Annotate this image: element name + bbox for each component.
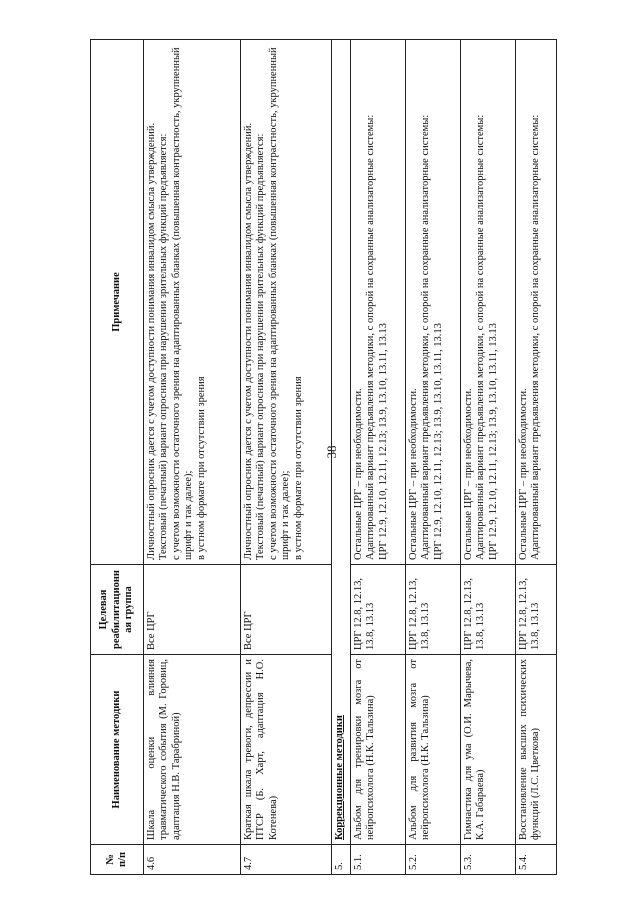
page-number: 38 [324, 445, 339, 459]
row-group: ЦРГ 12.8, 12.13, 13.8, 13.13 [406, 565, 461, 655]
table-row [461, 40, 516, 875]
note-line: Адаптированный вариант предъявления методики, с опорой на сохранные анализаторные системы: [365, 114, 377, 560]
row-name: Альбом для тренировки мозга от нейропсихолога (Н.К. Тальзина) [351, 655, 406, 845]
header-group: Целевая реабилитационная группа [91, 565, 144, 655]
row-num: 4.7 [241, 845, 332, 875]
row-group: ЦРГ 12.8, 12.13, 13.8, 13.13 [461, 565, 516, 655]
note-line: ЦРГ 12.9, 12.10, 12.11, 12.13; 13.9, 13.10, 13.11, 13.13 [377, 323, 389, 560]
row-num: 5.2. [406, 845, 461, 875]
row-group: Все ЦРГ [144, 565, 241, 655]
section-num: 5. [332, 845, 351, 875]
rotated-page-content [90, 40, 550, 875]
row-name: Шкала оценки влияния травматического события (М. Горовиц, адаптация Н.В. Тарабриной) [144, 655, 241, 845]
note-line: с учетом возможности остаточного зрения на адаптированных бланках (повышенная контрастность, укрупненный шрифт и так далее); [170, 47, 195, 560]
note-line: Остальные ЦРГ – при необходимости. [463, 388, 474, 560]
row-num: 4.6 [144, 845, 241, 875]
row-group: ЦРГ 12.8, 12.13, 13.8, 13.13 [351, 565, 406, 655]
section-row [332, 40, 351, 875]
section-title: Коррекционные методики [332, 40, 351, 845]
note-line: ЦРГ 12.9, 12.10, 12.11, 12.13; 13.9, 13.10, 13.11, 13.13 [432, 323, 444, 560]
table-row [144, 40, 241, 875]
table-row [516, 40, 557, 875]
table-row [351, 40, 406, 875]
methods-table [90, 39, 557, 875]
header-num: № п/п [91, 845, 144, 875]
row-group: ЦРГ 12.8, 12.13, 13.8, 13.13 [516, 565, 557, 655]
note-line: Остальные ЦРГ – при необходимости. [518, 388, 529, 560]
header-name: Наименование методики [91, 655, 144, 845]
row-name: Краткая шкала тревоги, депрессии и ПТСР (Б. Харт, адаптация Н.О. Котенева) [241, 655, 332, 845]
note-line: Остальные ЦРГ – при необходимости. [408, 388, 419, 560]
table-row [241, 40, 332, 875]
row-note [241, 40, 332, 565]
row-num: 5.3. [461, 845, 516, 875]
table-row [406, 40, 461, 875]
table-header-row [91, 40, 144, 875]
note-line: в устном формате при отсутствии зрения [292, 376, 304, 560]
row-name: Альбом для развития мозга от нейропсихолога (Н.К. Тальзина) [406, 655, 461, 845]
note-line: ЦРГ 12.9, 12.10, 12.11, 12.13; 13.9, 13.10, 13.11, 13.13 [487, 323, 499, 560]
note-line: Адаптированный вариант предъявления методики, с опорой на сохранные анализаторные системы: [420, 114, 432, 560]
row-note [406, 40, 461, 565]
header-note: Примечание [91, 40, 144, 565]
row-group: Все ЦРГ [241, 565, 332, 655]
note-line: Текстовый (печатный) вариант опросника при нарушении зрительных функций предъявляется: [158, 133, 170, 560]
row-num: 5.1. [351, 845, 406, 875]
row-num: 5.4. [516, 845, 557, 875]
note-line: Текстовый (печатный) вариант опросника при нарушении зрительных функций предъявляется: [255, 133, 267, 560]
note-line: Личностный опросник дается с учетом доступности понимания инвалидом смысла утверждений. [243, 122, 254, 560]
note-line: в устном формате при отсутствии зрения [195, 376, 207, 560]
note-line: Личностный опросник дается с учетом доступности понимания инвалидом смысла утверждений. [146, 122, 157, 560]
row-note [351, 40, 406, 565]
row-note [461, 40, 516, 565]
row-name: Гимнастика для ума (О.И. Марычева, К.А. Габараева) [461, 655, 516, 845]
note-line: Адаптированный вариант предъявления методики, с опорой на сохранные анализаторные системы: [475, 114, 487, 560]
note-line: с учетом возможности остаточного зрения на адаптированных бланках (повышенная контрастность, укрупненный шрифт и так далее); [267, 47, 292, 560]
note-line: Остальные ЦРГ – при необходимости. [353, 388, 364, 560]
note-line: Адаптированный вариант предъявления методики, с опорой на сохранные анализаторные системы: [530, 114, 542, 560]
row-note [144, 40, 241, 565]
row-note [516, 40, 557, 565]
row-name: Восстановление высших психических функций (Л.С. Цветкова) [516, 655, 557, 845]
